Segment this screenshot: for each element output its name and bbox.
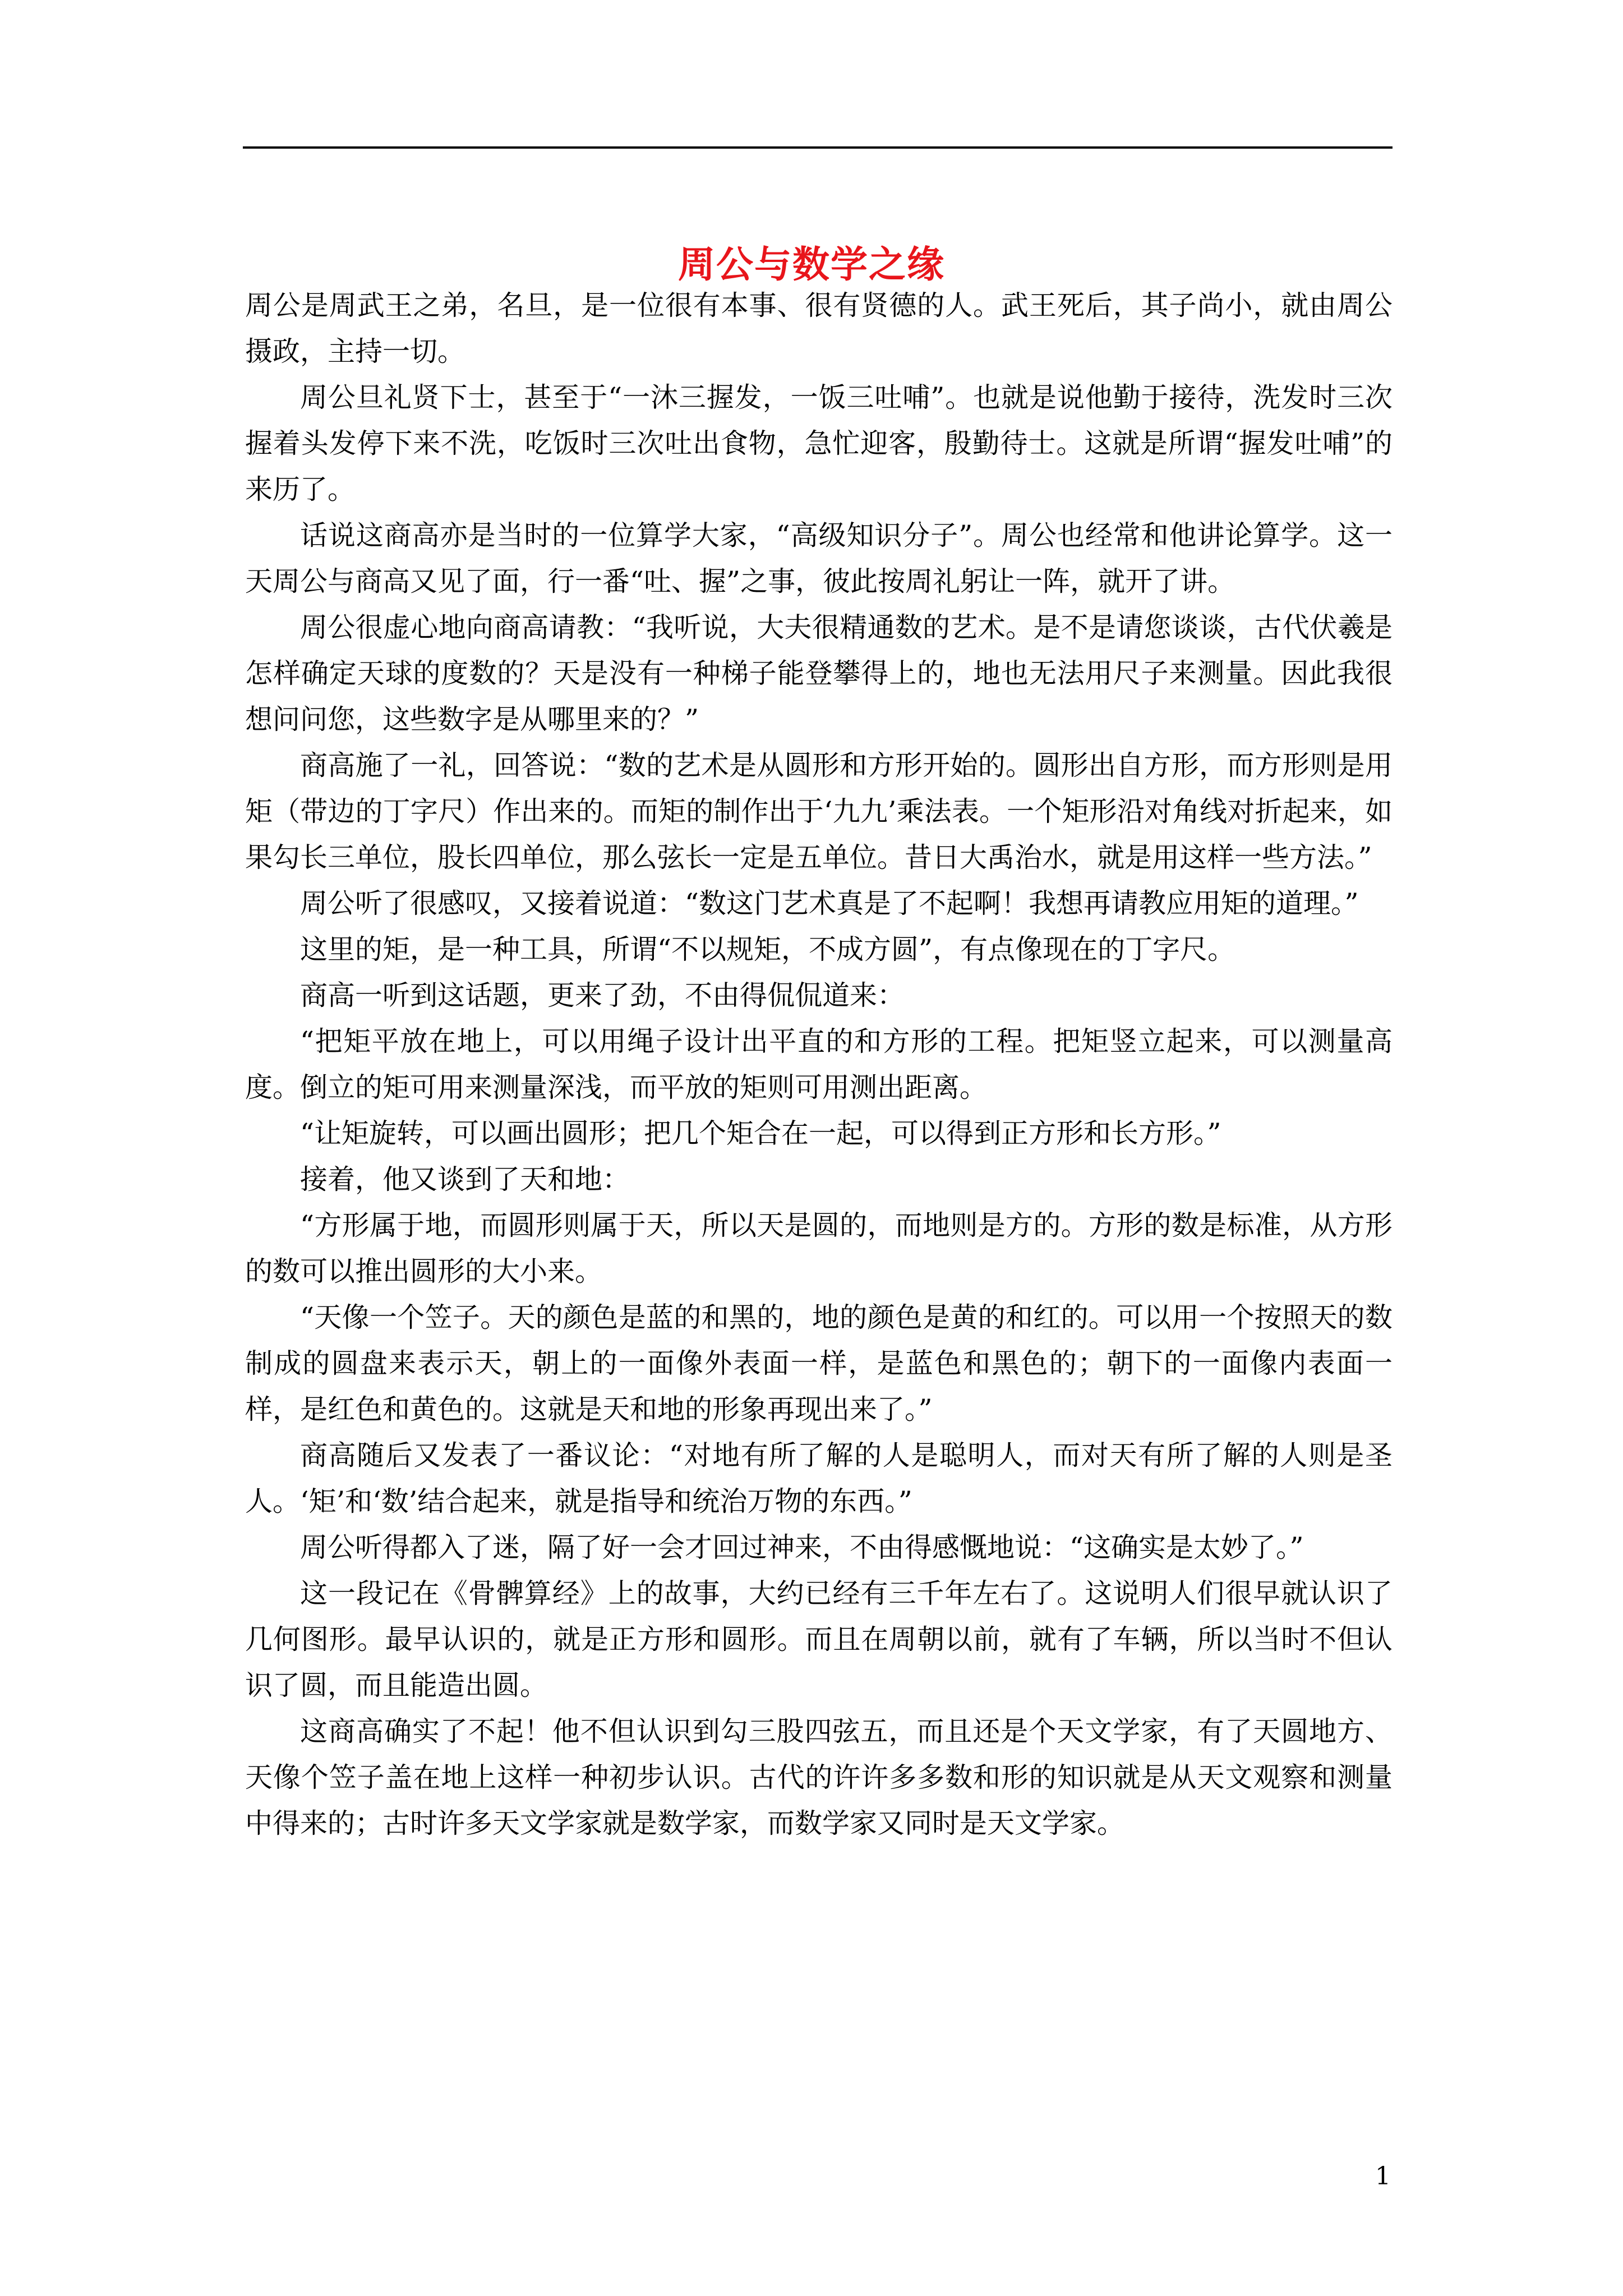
header-rule (243, 146, 1393, 149)
paragraph-13: “天像一个笠子。天的颜色是蓝的和黑的，地的颜色是黄的和红的。可以用一个按照天的数制成的圆盘来表示天，朝上的一面像外表面一样，是蓝色和黑色的；朝下的一面像内表面一样，是红色和黄色的。这就是天和地的形象再现出来了。” (245, 1301, 1393, 1425)
paragraph-4: 周公很虚心地向商高请教：“我听说，大夫很精通数的艺术。是不是请您谈谈，古代伏羲是怎样确定天球的度数的？天是没有一种梯子能登攀得上的，地也无法用尺子来测量。因此我很想问问您，这些数字是从哪里来的？” (245, 611, 1393, 735)
paragraph-3: 话说这商高亦是当时的一位算学大家，“高级知识分子”。周公也经常和他讲论算学。这一天周公与商高又见了面，行一番“吐、握”之事，彼此按周礼躬让一阵，就开了讲。 (245, 519, 1393, 597)
paragraph-2: 周公旦礼贤下士，甚至于“一沐三握发，一饭三吐哺”。也就是说他勤于接待，洗发时三次握着头发停下来不洗，吃饭时三次吐出食物，急忙迎客，殷勤待士。这就是所谓“握发吐哺”的来历了。 (245, 381, 1393, 505)
paragraph-11: 接着，他又谈到了天和地： (300, 1163, 630, 1195)
paragraph-9: “把矩平放在地上，可以用绳子设计出平直的和方形的工程。把矩竖立起来，可以测量高度。倒立的矩可用来测量深浅，而平放的矩则可用测出距离。 (245, 1025, 1393, 1103)
paragraph-8: 商高一听到这话题，更来了劲，不由得侃侃道来： (300, 979, 905, 1011)
paragraph-6: 周公听了很感叹，又接着说道：“数这门艺术真是了不起啊！我想再请教应用矩的道理。” (300, 887, 1359, 919)
page-number: 1 (1375, 2162, 1391, 2191)
paragraph-10: “让矩旋转，可以画出圆形；把几个矩合在一起，可以得到正方形和长方形。” (300, 1117, 1221, 1149)
paragraph-12: “方形属于地，而圆形则属于天，所以天是圆的，而地则是方的。方形的数是标准，从方形的数可以推出圆形的大小来。 (245, 1209, 1393, 1287)
paragraph-17: 这商高确实了不起！他不但认识到勾三股四弦五，而且还是个天文学家，有了天圆地方、天像个笠子盖在地上这样一种初步认识。古代的许许多多数和形的知识就是从天文观察和测量中得来的；古时许多天文学家就是数学家，而数学家又同时是天文学家。 (245, 1715, 1393, 1839)
paragraph-1: 周公是周武王之弟，名旦，是一位很有本事、很有贤德的人。武王死后，其子尚小，就由周公摄政，主持一切。 (245, 289, 1393, 367)
document-body (245, 283, 1393, 1847)
paragraph-7: 这里的矩，是一种工具，所谓“不以规矩，不成方圆”，有点像现在的丁字尺。 (300, 933, 1235, 965)
paragraph-15: 周公听得都入了迷，隔了好一会才回过神来，不由得感慨地说：“这确实是太妙了。” (300, 1531, 1304, 1563)
paragraph-5: 商高施了一礼，回答说：“数的艺术是从圆形和方形开始的。圆形出自方形，而方形则是用矩（带边的丁字尺）作出来的。而矩的制作出于‘九九’乘法表。一个矩形沿对角线对折起来，如果勾长三单位，股长四单位，那么弦长一定是五单位。昔日大禹治水，就是用这样一些方法。” (245, 749, 1393, 873)
paragraph-16: 这一段记在《骨髀算经》上的故事，大约已经有三千年左右了。这说明人们很早就认识了几何图形。最早认识的，就是正方形和圆形。而且在周朝以前，就有了车辆，所以当时不但认识了圆，而且能造出圆。 (245, 1577, 1393, 1701)
document-title: 周公与数学之缘 (678, 242, 945, 287)
paragraph-14: 商高随后又发表了一番议论：“对地有所了解的人是聪明人，而对天有所了解的人则是圣人。‘矩’和‘数’结合起来，就是指导和统治万物的东西。” (245, 1439, 1393, 1517)
